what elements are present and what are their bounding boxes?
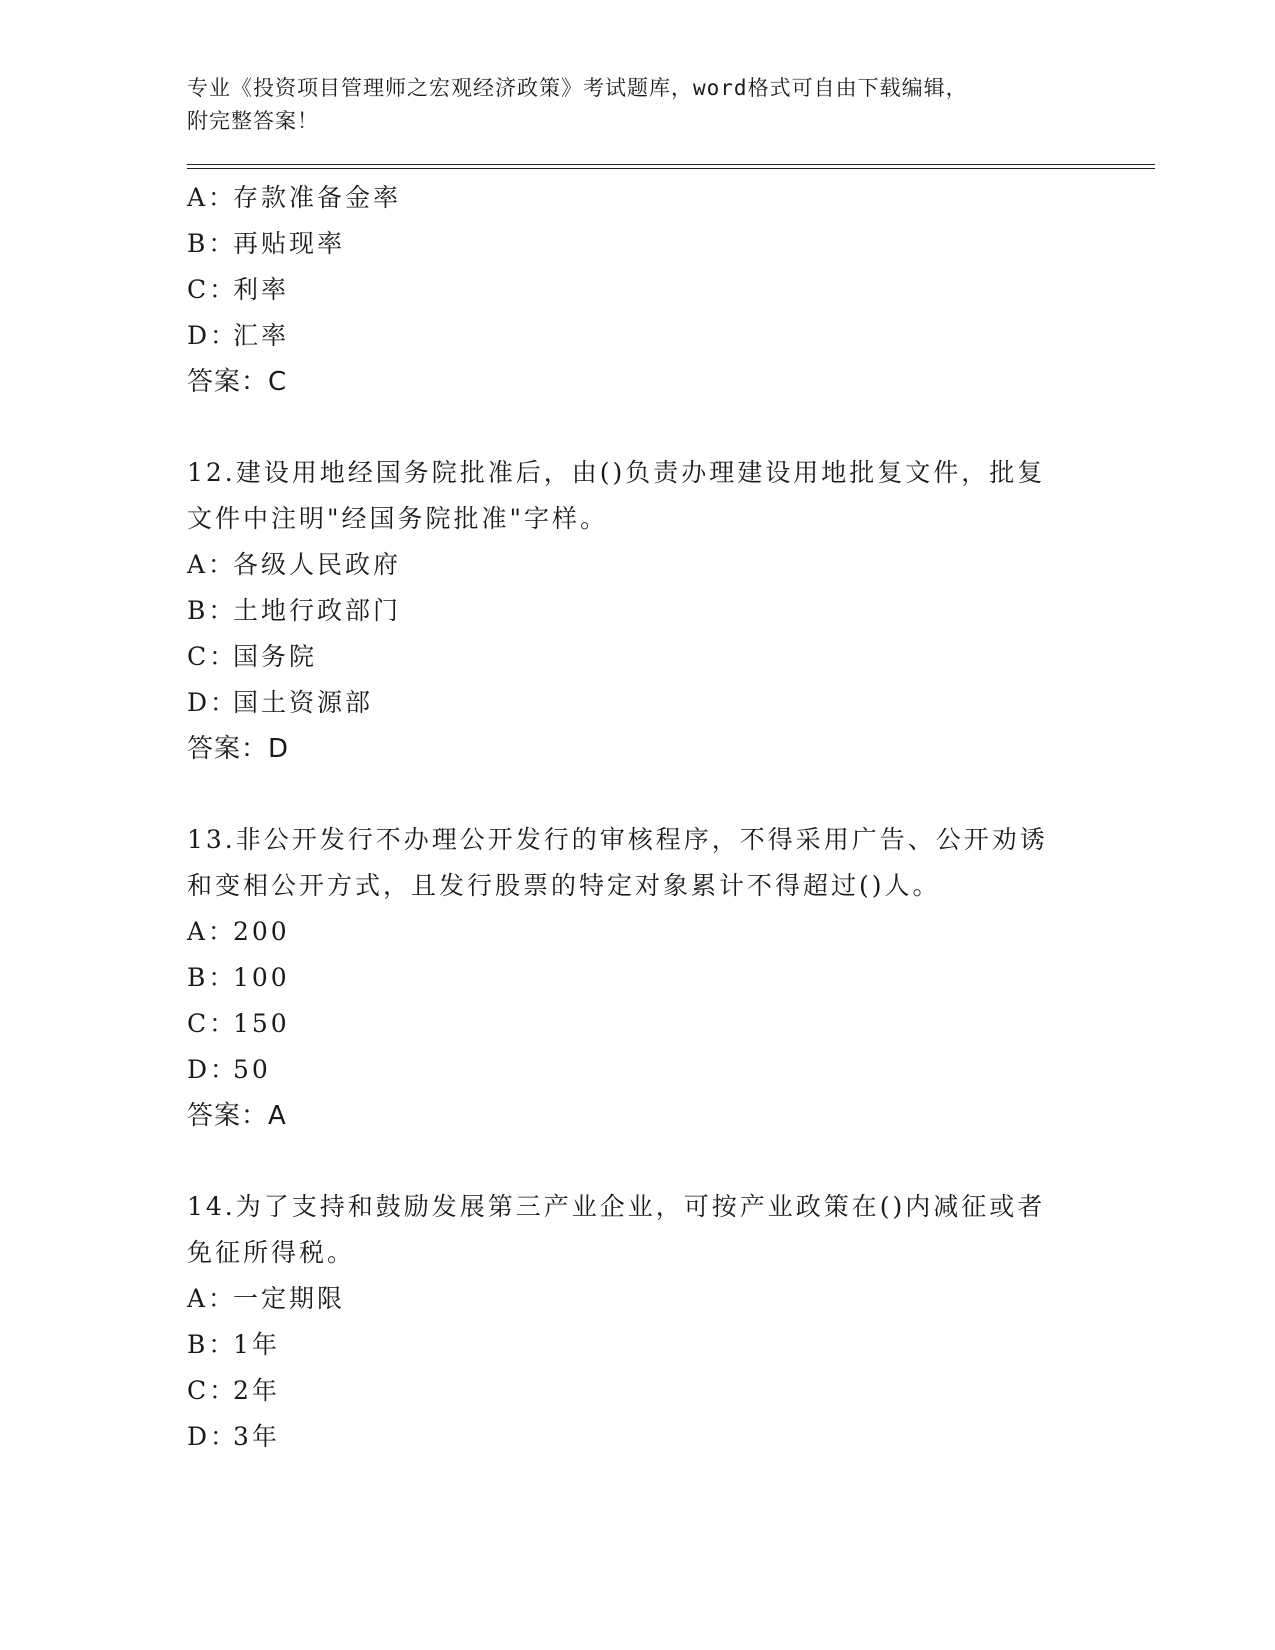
option-c: C： 2年: [187, 1376, 280, 1405]
document-header: [187, 72, 1087, 138]
question-block-14: [187, 1184, 1087, 1460]
question-text: 13.非公开发行不办理公开发行的审核程序，不得采用广告、公开劝诱: [187, 825, 1048, 854]
answer-line: 答案：A: [187, 1101, 287, 1131]
question-text: 和变相公开方式，且发行股票的特定对象累计不得超过()人。: [187, 871, 941, 900]
option-a: A： 各级人民政府: [187, 550, 402, 579]
answer-line: 答案：D: [187, 734, 290, 764]
option-d: D： 3年: [187, 1422, 280, 1451]
header-line: 专业《投资项目管理师之宏观经济政策》考试题库，word格式可自由下载编辑，: [187, 76, 968, 100]
option-a: A： 存款准备金率: [187, 183, 402, 212]
option-a: A： 200: [187, 917, 290, 946]
option-b: B： 土地行政部门: [187, 596, 402, 625]
option-d: D： 汇率: [187, 321, 290, 350]
option-a: A： 一定期限: [187, 1284, 346, 1313]
option-d: D： 50: [187, 1055, 271, 1084]
question-block-13: [187, 817, 1087, 1139]
question-text: 14.为了支持和鼓励发展第三产业企业，可按产业政策在()内减征或者: [187, 1192, 1046, 1221]
option-d: D： 国土资源部: [187, 688, 374, 717]
answer-line: 答案：C: [187, 367, 288, 397]
header-divider: [187, 164, 1155, 169]
question-text: 免征所得税。: [187, 1238, 356, 1267]
option-c: C： 国务院: [187, 642, 318, 671]
option-b: B： 100: [187, 963, 290, 992]
option-c: C： 150: [187, 1009, 290, 1038]
option-c: C： 利率: [187, 275, 290, 304]
question-block-12: [187, 450, 1087, 772]
option-b: B： 再贴现率: [187, 229, 346, 258]
document-page: [187, 72, 1087, 1460]
question-block-partial: [187, 175, 1087, 405]
question-text: 文件中注明"经国务院批准"字样。: [187, 504, 608, 533]
header-line: 附完整答案！: [187, 109, 319, 133]
option-b: B： 1年: [187, 1330, 280, 1359]
question-text: 12.建设用地经国务院批准后，由()负责办理建设用地批复文件，批复: [187, 458, 1046, 487]
